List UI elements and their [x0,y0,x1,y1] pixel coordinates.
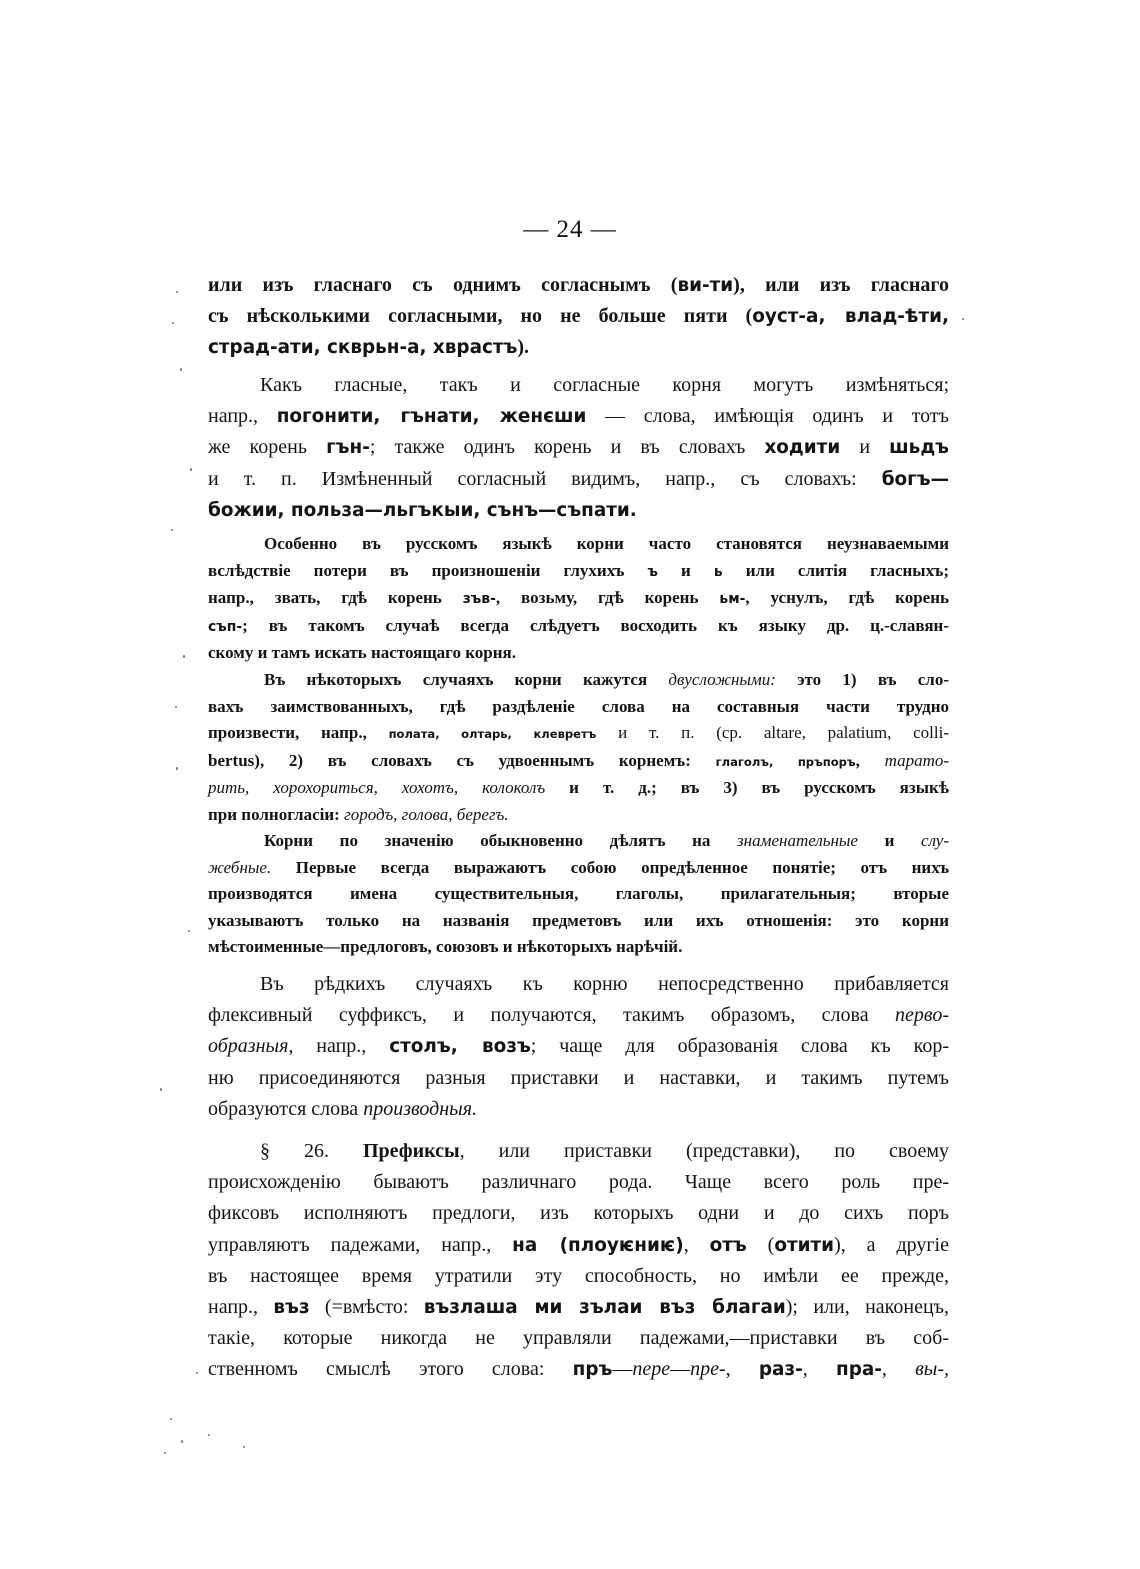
scan-speck [208,1434,210,1436]
text-line: же корень гън-; также одинъ корень и въ словахъ ходити и шьдъ [208,436,949,459]
text-line: образуются слова производныя. [208,1097,478,1120]
scan-speck [181,1440,183,1443]
text-line: божии, польза—льгъкыи, сънъ—съпати. [208,499,637,521]
text-line: образныя, напр., столъ, возъ; чаще для образованія слова къ кор- [208,1035,949,1058]
text-line: такіе, которые никогда не управляли падежами,—приставки въ соб- [208,1327,949,1350]
text-line: жебные. Первые всегда выражаютъ собою опредѣленное понятіе; отъ нихъ [208,857,949,877]
text-line: ню присоединяются разныя приставки и наставки, и такимъ путемъ [208,1066,949,1089]
text-line: производятся имена существительныя, глаголы, прилагательныя; вторые [208,884,949,904]
text-line: bertus), 2) въ словахъ съ удвоеннымъ корнемъ: глаголъ, пръпоръ, тарато- [208,750,950,770]
text-line: управляютъ падежами, напр., на (плоуѥниѥ), отъ (отити), а другіе [208,1233,949,1256]
text-line: скому и тамъ искать настоящаго корня. [208,643,517,663]
scan-speck [175,706,177,708]
scan-speck [196,1372,198,1374]
section-heading: Префиксы [362,1140,460,1162]
text-line: напр., звать, гдѣ корень зъв-, возьму, гдѣ корень ьм-, уснулъ, гдѣ корень [208,588,950,608]
text-line: ственномъ смыслѣ этого слова: пръ—пере—пре-, раз-, пра-, вы-, [208,1358,950,1381]
text-line: § 26. Префиксы, или приставки (представки), по своему [260,1140,949,1162]
text-line: флексивный суффиксъ, и получаются, такимъ образомъ, слова перво- [208,1004,949,1027]
paragraph-6 [208,969,949,1125]
scan-speck [176,291,178,293]
text-line: произвести, напр., полата, олтарь, клевретъ и т. п. (ср. altare, palatium, colli- [208,723,949,743]
text-line: при полногласіи: городъ, голова, берегъ. [208,804,509,824]
text-line: происхожденію бываютъ различнаго рода. Чаще всего роль пре- [208,1171,949,1194]
text-line: съ нѣсколькими согласными, но не больше пяти (оуст-а, влад-ѣти, [208,305,949,328]
text-line: страд-ати, скврьн-а, хврастъ). [208,336,530,359]
text-line: Особенно въ русскомъ языкѣ корни часто становятся неузнаваемыми [264,534,949,553]
text-line: мѣстоименные—предлоговъ, союзовъ и нѣкоторыхъ нарѣчій. [208,937,683,957]
paragraph-5 [208,828,949,961]
scan-speck [190,468,192,471]
text-line: и т. п. Измѣненный согласный видимъ, напр., съ словахъ: богъ— [208,467,949,490]
scan-speck [171,529,173,531]
scan-speck [183,655,185,658]
scan-speck [170,1418,172,1420]
text-line: напр., погонити, гънати, женєши — слова, имѣющія одинъ и тотъ [208,405,949,428]
scan-speck [172,322,174,324]
section-26-paragraph [208,1136,949,1386]
paragraph-1 [208,270,949,364]
text-line: рить, хорохориться, хохотъ, колоколъ и т. д.; въ 3) въ русскомъ языкѣ [208,778,949,798]
text-line: Въ нѣкоторыхъ случаяхъ корни кажутся двусложными: это 1) въ сло- [264,670,949,689]
text-line: напр., въз (=вмѣсто: възлаша ми зълаи въз благаи); или, наконецъ, [208,1296,949,1319]
text-line: Какъ гласные, такъ и согласные корня могутъ измѣняться; [260,374,949,396]
paragraph-3 [208,531,949,667]
text-line: съп-; въ такомъ случаѣ всегда слѣдуетъ восходить къ языку др. ц.-славян- [208,615,949,635]
paragraph-4 [208,667,949,829]
scan-speck [180,368,182,371]
scan-speck [160,1088,162,1091]
text-line: фиксовъ исполняютъ предлоги, изъ которыхъ одни и до сихъ поръ [208,1202,949,1225]
text-line: вахъ заимствованныхъ, гдѣ раздѣленіе слова на составныя части трудно [208,696,949,716]
scan-speck [176,767,178,770]
text-line: Корни по значенію обыкновенно дѣлятъ на знаменательные и слу- [264,831,949,850]
text-line: Въ рѣдкихъ случаяхъ къ корню непосредственно прибавляется [260,973,949,995]
text-line: или изъ гласнаго съ однимъ согласнымъ (ви-ти), или изъ гласнаго [208,274,950,296]
text-line: вслѣдствіе потери въ произношеніи глухихъ ъ и ь или слитія гласныхъ; [208,560,950,580]
scan-speck [188,930,190,932]
page-number: — 24 — [523,216,617,243]
text-line: указываютъ только на названія предметовъ или ихъ отношенія: это корни [208,910,949,930]
scan-speck [243,1446,245,1448]
scan-speck [164,1452,166,1454]
scan-speck [962,318,964,320]
text-line: въ настоящее время утратили эту способность, но имѣли ее прежде, [208,1264,949,1287]
paragraph-2 [208,370,949,526]
